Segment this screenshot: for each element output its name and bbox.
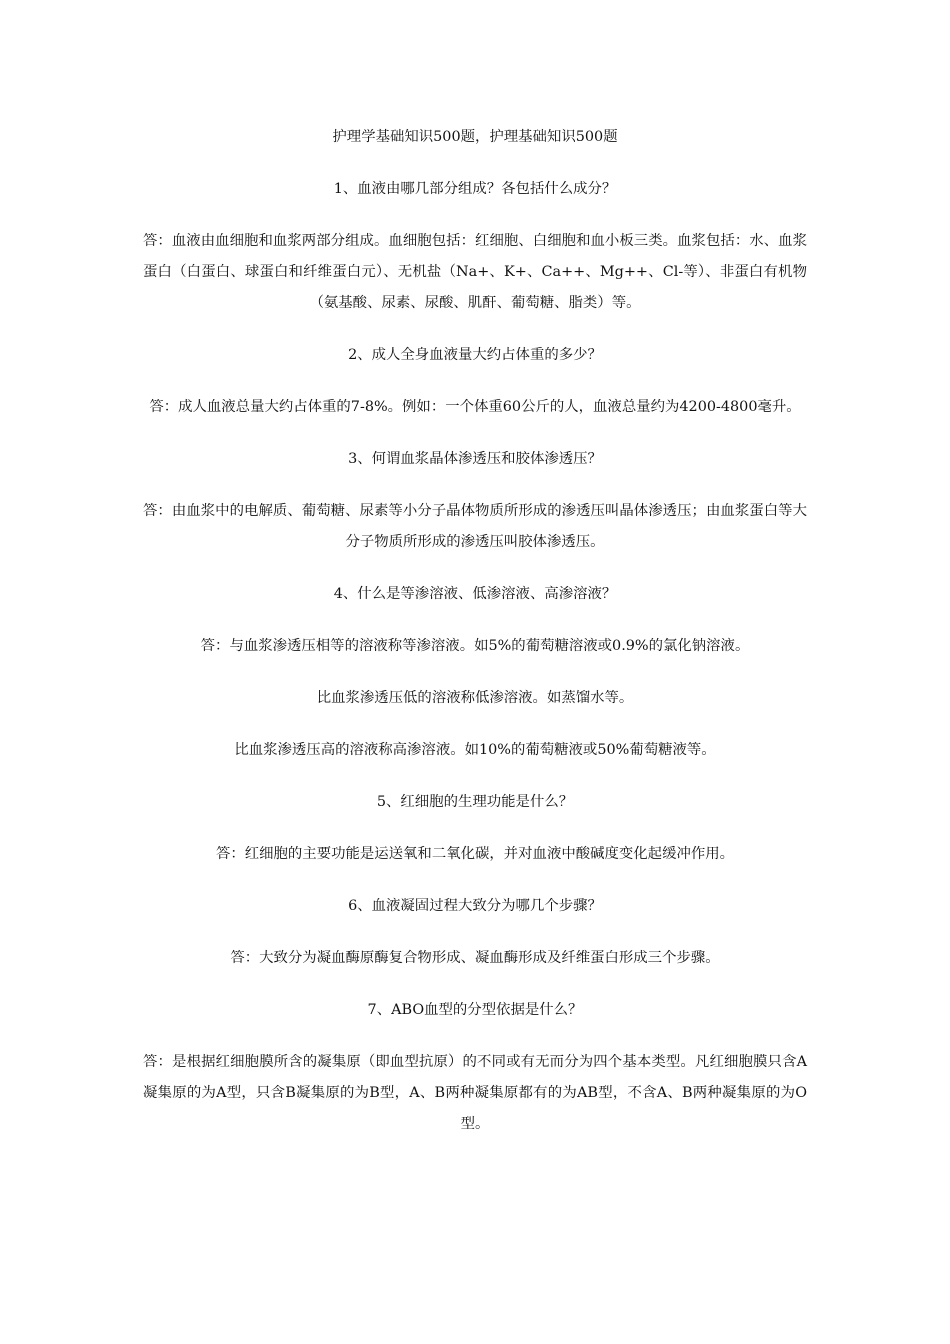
document-body	[143, 122, 807, 1161]
question-7: 7、ABO血型的分型依据是什么？	[367, 1002, 583, 1018]
question-6: 6、血液凝固过程大致分为哪几个步骤？	[348, 898, 602, 914]
question-5: 5、红细胞的生理功能是什么？	[376, 794, 574, 810]
answer-6: 答：大致分为凝血酶原酶复合物形成、凝血酶形成及纤维蛋白形成三个步骤。	[230, 950, 720, 966]
answer-7: 答：是根据红细胞膜所含的凝集原（即血型抗原）的不同或有无而分为四个基本类型。凡红细胞膜只含A凝集原的为A型，只含B凝集原的为B型，A、B两种凝集原都有的为AB型，不含A、B两种凝集原的为O型。	[143, 1054, 807, 1132]
answer-2: 答：成人血液总量大约占体重的7-8%。例如：一个体重60公斤的人，血液总量约为4200-4800毫升。	[149, 399, 801, 415]
question-3: 3、何谓血浆晶体渗透压和胶体渗透压？	[348, 451, 602, 467]
document-title: 护理学基础知识500题，护理基础知识500题	[332, 129, 618, 145]
question-2: 2、成人全身血液量大约占体重的多少？	[348, 347, 602, 363]
answer-3: 答：由血浆中的电解质、葡萄糖、尿素等小分子晶体物质所形成的渗透压叫晶体渗透压；由血浆蛋白等大分子物质所形成的渗透压叫胶体渗透压。	[143, 503, 807, 550]
question-4: 4、什么是等渗溶液、低渗溶液、高渗溶液？	[333, 586, 617, 602]
answer-4-hypotonic: 比血浆渗透压低的溶液称低渗溶液。如蒸馏水等。	[316, 690, 634, 706]
answer-4-hypertonic: 比血浆渗透压高的溶液称高渗溶液。如10%的葡萄糖液或50%葡萄糖液等。	[234, 742, 716, 758]
answer-1: 答：血液由血细胞和血浆两部分组成。血细胞包括：红细胞、白细胞和血小板三类。血浆包括：水、血浆蛋白（白蛋白、球蛋白和纤维蛋白元）、无机盐（Na+、K+、Ca++、Mg++、Cl-等）、非蛋白有机物（氨基酸、尿素、尿酸、肌酐、葡萄糖、脂类）等。	[143, 233, 807, 311]
question-1: 1、血液由哪几部分组成？各包括什么成分？	[333, 181, 617, 197]
answer-4-isotonic: 答：与血浆渗透压相等的溶液称等渗溶液。如5%的葡萄糖溶液或0.9%的氯化钠溶液。	[200, 638, 750, 654]
answer-5: 答：红细胞的主要功能是运送氧和二氧化碳，并对血液中酸碱度变化起缓冲作用。	[215, 846, 735, 862]
